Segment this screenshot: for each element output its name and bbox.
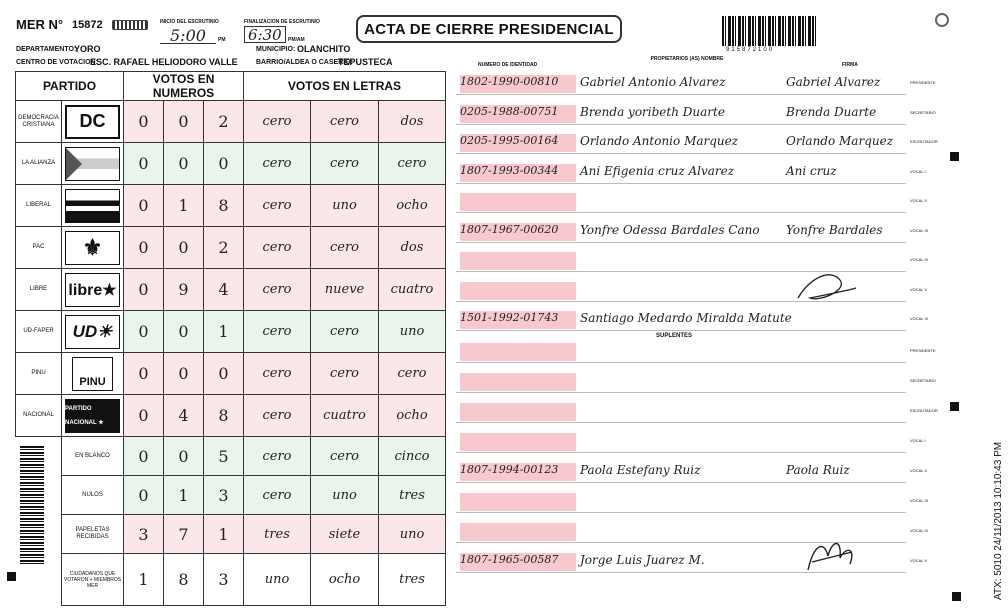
- word-cell: uno: [244, 554, 311, 606]
- special-row-papeletas: [16, 515, 446, 554]
- owner-signature: Gabriel Alvarez: [786, 75, 881, 89]
- owner-name: Santiago Medardo Miralda Matute: [580, 311, 792, 325]
- role-label: SECRETARIO: [910, 109, 936, 115]
- fleur-de-lis-icon: ⚜: [65, 231, 120, 265]
- inicio-time-line: [160, 43, 216, 44]
- word-cell: uno: [311, 185, 379, 227]
- owner-row: [456, 400, 906, 423]
- word-cell: cero: [244, 101, 311, 143]
- digit-cell: 8: [164, 554, 204, 606]
- word-cell: uno: [311, 476, 379, 515]
- nacional-star-icon: PARTIDO NACIONAL ★: [65, 399, 120, 433]
- inicio-label: INICIO DEL ESCRUTINIO: [160, 19, 219, 25]
- owner-row: [456, 102, 906, 125]
- digit-cell: 2: [204, 227, 244, 269]
- role-label: VOCAL IV: [910, 528, 929, 533]
- digit-cell: 8: [204, 395, 244, 437]
- party-name: PAC: [16, 227, 62, 269]
- party-name: UD-FAPER: [16, 311, 62, 353]
- identity-number: [460, 433, 576, 451]
- digit-cell: 0: [204, 353, 244, 395]
- owner-signature: Yonfre Bardales: [786, 222, 883, 237]
- owner-row: [456, 460, 906, 483]
- role-label: ESCRUTADOR: [910, 408, 938, 413]
- word-cell: ocho: [379, 185, 446, 227]
- word-cell: cero: [311, 101, 379, 143]
- identity-number: 1807-1994-00123: [460, 463, 576, 481]
- digit-cell: 8: [204, 185, 244, 227]
- owner-signature: Ani cruz: [786, 163, 837, 178]
- ud-sun-icon: UD☀: [65, 315, 120, 349]
- owner-row: [456, 308, 906, 331]
- centro-value: ESC. RAFAEL HELIODORO VALLE: [90, 57, 238, 67]
- owner-row: [456, 72, 906, 95]
- digit-cell: 0: [164, 353, 204, 395]
- digit-cell: 1: [164, 185, 204, 227]
- role-label: PRESIDENTE: [910, 80, 936, 85]
- identity-number: [460, 493, 576, 511]
- word-cell: cero: [244, 143, 311, 185]
- owner-name: Orlando Antonio Marquez: [580, 134, 739, 148]
- side-barcode-icon: [20, 446, 44, 566]
- digit-cell: 0: [124, 101, 164, 143]
- speaker-icon: [935, 13, 949, 27]
- owner-name: Ani Efigenia cruz Alvarez: [580, 163, 735, 178]
- role-label: VOCAL I: [910, 438, 926, 443]
- owner-signature: Brenda Duarte: [786, 104, 877, 119]
- centro-label: CENTRO DE VOTACION:: [16, 59, 98, 66]
- digit-cell: 1: [164, 476, 204, 515]
- word-cell: cero: [244, 353, 311, 395]
- party-row-ud: [16, 311, 446, 353]
- special-name: EN BLANCO: [62, 437, 124, 476]
- signature-mark-icon: [790, 268, 860, 308]
- identity-number: [460, 282, 576, 300]
- owner-row: [456, 131, 906, 154]
- digit-cell: 0: [164, 101, 204, 143]
- identity-number: 0205-1988-00751: [460, 105, 576, 123]
- digit-cell: 1: [204, 515, 244, 554]
- libre-star-icon: libre★: [65, 273, 120, 307]
- col-firma-header: FIRMA: [842, 62, 858, 68]
- digit-cell: 2: [204, 101, 244, 143]
- owner-row: [456, 161, 906, 184]
- registration-mark-icon: [952, 592, 961, 601]
- owner-name: Jorge Luis Juarez M.: [580, 553, 705, 567]
- digit-cell: 0: [124, 269, 164, 311]
- digit-cell: 0: [124, 143, 164, 185]
- logo-emblem: [112, 20, 148, 30]
- municipio-value: OLANCHITO: [297, 44, 351, 54]
- barrio-label: BARRIO/ALDEA O CASERIO:: [256, 59, 353, 66]
- digit-cell: 0: [204, 143, 244, 185]
- identity-number: [460, 252, 576, 270]
- word-cell: cero: [311, 353, 379, 395]
- digit-cell: 4: [164, 395, 204, 437]
- col-nombre-header: PROPIETARIOS (AS) NOMBRE: [650, 56, 724, 62]
- identity-number: 1807-1967-00620: [460, 223, 576, 241]
- owner-signature: Paola Ruiz: [786, 463, 850, 477]
- special-row-nulos: [16, 476, 446, 515]
- owner-row: [456, 190, 906, 213]
- identity-number: 0205-1995-00164: [460, 134, 576, 152]
- digit-cell: 0: [124, 437, 164, 476]
- party-row-alianza: [16, 143, 446, 185]
- identity-number: [460, 403, 576, 421]
- role-label: VOCAL V: [910, 558, 928, 563]
- registration-mark-icon: [950, 402, 959, 411]
- digit-cell: 1: [204, 311, 244, 353]
- barrio-value: TEPUSTECA: [338, 57, 393, 67]
- word-cell: cero: [379, 143, 446, 185]
- digit-cell: 3: [204, 554, 244, 606]
- side-stamp: ATX: 5010 24/11/2013 10:10:43 PM: [993, 441, 1004, 600]
- col-numeros-header: VOTOS EN NUMEROS: [124, 72, 244, 101]
- role-label: SECRETARIO: [910, 378, 936, 383]
- word-cell: tres: [379, 554, 446, 606]
- party-row-nacional: [16, 395, 446, 437]
- document-title: ACTA DE CIERRE PRESIDENCIAL: [356, 15, 622, 43]
- barcode-icon: [722, 16, 817, 46]
- digit-cell: 7: [164, 515, 204, 554]
- digit-cell: 0: [124, 395, 164, 437]
- word-cell: cero: [311, 311, 379, 353]
- digit-cell: 3: [204, 476, 244, 515]
- registration-mark-icon: [950, 152, 959, 161]
- final-label: FINALIZACION DE ESCRUTINIO: [244, 19, 320, 25]
- party-row-pinu: [16, 353, 446, 395]
- identity-number: [460, 373, 576, 391]
- digit-cell: 0: [164, 311, 204, 353]
- departamento-value: YORO: [74, 44, 101, 54]
- owner-name: Brenda yoribeth Duarte: [580, 104, 725, 119]
- col-partido-header: PARTIDO: [16, 72, 124, 101]
- word-cell: siete: [311, 515, 379, 554]
- word-cell: cero: [244, 476, 311, 515]
- role-label: VOCAL II: [910, 198, 927, 203]
- mer-number: 15872: [72, 19, 103, 31]
- role-label: VOCAL IV: [910, 257, 929, 262]
- identity-number: 1501-1992-01743: [460, 311, 576, 329]
- digit-cell: 9: [164, 269, 204, 311]
- party-logo-dc: [62, 101, 124, 143]
- word-cell: cero: [244, 395, 311, 437]
- party-name: LIBERAL: [16, 185, 62, 227]
- word-cell: cero: [311, 437, 379, 476]
- party-row-liberal: [16, 185, 446, 227]
- word-cell: cinco: [379, 437, 446, 476]
- digit-cell: 0: [164, 437, 204, 476]
- identity-number: [460, 523, 576, 541]
- suplentes-label: SUPLENTES: [656, 333, 693, 339]
- special-name: PAPELETAS RECIBIDAS: [62, 515, 124, 554]
- word-cell: cuatro: [379, 269, 446, 311]
- digit-cell: 0: [124, 353, 164, 395]
- word-cell: cero: [311, 227, 379, 269]
- role-label: PRESIDENTE: [910, 348, 936, 353]
- word-cell: dos: [379, 227, 446, 269]
- owner-name: Paola Estefany Ruiz: [580, 463, 701, 477]
- party-logo-alianza: [62, 143, 124, 185]
- digit-cell: 1: [124, 554, 164, 606]
- word-cell: cero: [379, 353, 446, 395]
- word-cell: cero: [244, 185, 311, 227]
- digit-cell: 0: [124, 227, 164, 269]
- identity-number: 1807-1965-00587: [460, 553, 576, 571]
- mer-label: MER N°: [16, 17, 64, 32]
- inicio-time: 5:00: [170, 26, 206, 45]
- role-label: VOCAL I: [910, 168, 926, 174]
- party-name: PINU: [16, 353, 62, 395]
- word-cell: cuatro: [311, 395, 379, 437]
- col-letras-header: VOTOS EN LETRAS: [244, 72, 446, 101]
- departamento-label: DEPARTAMENTO:: [16, 46, 77, 53]
- word-cell: dos: [379, 101, 446, 143]
- special-row-blanco: [16, 437, 446, 476]
- party-name: DEMOCRACIA CRISTIANA: [16, 101, 62, 143]
- final-ampm: PM/AM: [288, 37, 305, 43]
- word-cell: uno: [379, 311, 446, 353]
- owner-row: [456, 430, 906, 453]
- signature-mark-icon: [800, 534, 860, 578]
- role-label: VOCAL III: [910, 227, 928, 233]
- owner-row: [456, 220, 906, 243]
- role-label: VOCAL VI: [910, 316, 929, 321]
- special-name: CIUDADANOS QUE VOTARON + MIEMBROS MER: [62, 554, 124, 606]
- word-cell: uno: [379, 515, 446, 554]
- owner-name: Yonfre Odessa Bardales Cano: [580, 222, 760, 237]
- word-cell: cero: [244, 437, 311, 476]
- role-label: VOCAL III: [910, 498, 928, 503]
- digit-cell: 0: [124, 185, 164, 227]
- identity-number: [460, 343, 576, 361]
- votes-table: [15, 71, 446, 606]
- digit-cell: 0: [124, 476, 164, 515]
- identity-number: 1802-1990-00810: [460, 75, 576, 93]
- word-cell: cero: [244, 269, 311, 311]
- party-row-dc: [16, 101, 446, 143]
- municipio-label: MUNICIPIO:: [256, 46, 296, 53]
- owner-row: [456, 490, 906, 513]
- party-name: LA ALIANZA: [16, 143, 62, 185]
- word-cell: cero: [244, 311, 311, 353]
- identity-number: [460, 193, 576, 211]
- registration-mark-icon: [7, 572, 16, 581]
- col-identidad-header: NUMERO DE IDENTIDAD: [478, 62, 538, 68]
- word-cell: cero: [244, 227, 311, 269]
- digit-cell: 5: [204, 437, 244, 476]
- liberal-flag-icon: [65, 189, 120, 223]
- barcode-text: 915872100: [726, 47, 775, 53]
- word-cell: nueve: [311, 269, 379, 311]
- party-name: NACIONAL: [16, 395, 62, 437]
- owner-name: Gabriel Antonio Alvarez: [580, 75, 726, 89]
- party-logo-nacional: [62, 395, 124, 437]
- word-cell: ocho: [379, 395, 446, 437]
- word-cell: cero: [311, 143, 379, 185]
- final-time: 6:30: [248, 26, 282, 44]
- digit-cell: 4: [204, 269, 244, 311]
- party-row-pac: [16, 227, 446, 269]
- party-logo-libre: [62, 269, 124, 311]
- party-logo-liberal: [62, 185, 124, 227]
- identity-number: 1807-1993-00344: [460, 164, 576, 182]
- word-cell: tres: [244, 515, 311, 554]
- party-row-libre: [16, 269, 446, 311]
- alianza-flag-icon: [65, 147, 120, 181]
- dc-logo-icon: DC: [65, 105, 120, 139]
- party-logo-pac: [62, 227, 124, 269]
- digit-cell: 0: [164, 227, 204, 269]
- word-cell: tres: [379, 476, 446, 515]
- digit-cell: 0: [164, 143, 204, 185]
- digit-cell: 3: [124, 515, 164, 554]
- owner-row: [456, 370, 906, 393]
- special-name: NULOS: [62, 476, 124, 515]
- role-label: ESCRUTADOR: [910, 139, 938, 144]
- role-label: VOCAL V: [910, 286, 928, 292]
- owner-signature: Orlando Marquez: [786, 134, 894, 148]
- special-row-ciudadanos: [16, 554, 446, 606]
- party-logo-pinu: [62, 353, 124, 395]
- role-label: VOCAL II: [910, 468, 927, 473]
- party-logo-ud: [62, 311, 124, 353]
- pinu-logo-icon: PINU: [72, 357, 113, 391]
- owner-row: [456, 340, 906, 363]
- word-cell: ocho: [311, 554, 379, 606]
- digit-cell: 0: [124, 311, 164, 353]
- party-name: LIBRE: [16, 269, 62, 311]
- inicio-ampm: PM: [218, 37, 226, 43]
